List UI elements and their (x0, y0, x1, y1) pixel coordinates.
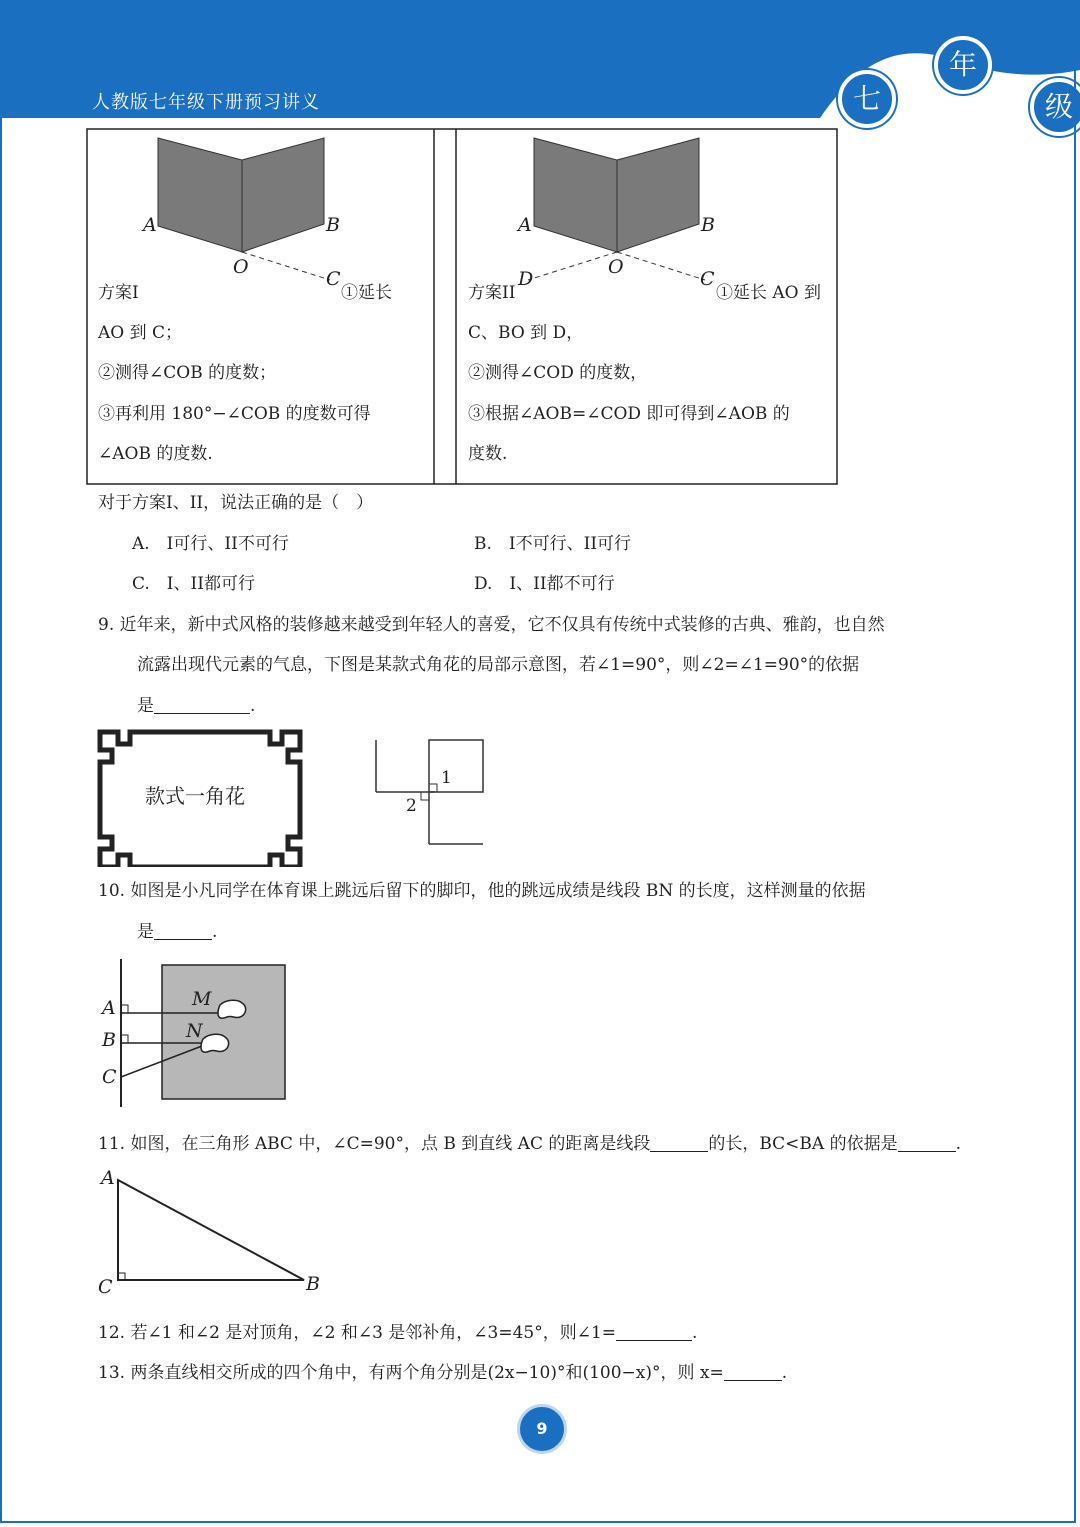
right-scheme-title: 方案II (468, 283, 516, 303)
grade-char-year: 年 (934, 36, 992, 94)
right-label-a: A (518, 214, 532, 236)
q9-frame-label: 款式一角花 (145, 784, 245, 808)
right-step1-cont: C、BO 到 D， (468, 323, 584, 343)
q12-line: 12. 若∠1 和∠2 是对顶角，∠2 和∠3 是邻补角，∠3=45°，则∠1= . (98, 1323, 698, 1343)
left-scheme-title: 方案I (98, 283, 139, 303)
q10-label-a: A (102, 997, 116, 1019)
q9-angle1-label: 1 (441, 768, 452, 788)
left-step3: ③再利用 180°−∠COB 的度数可得 (98, 404, 371, 424)
right-label-o: O (608, 256, 624, 278)
q8-option-a: A. I可行、II不可行 (132, 534, 289, 554)
right-label-d: D (518, 268, 534, 290)
q11-label-a: A (101, 1167, 115, 1189)
left-label-c: C (326, 268, 341, 290)
header-title: 人教版七年级下册预习讲义 (92, 92, 320, 113)
q10-label-m: M (192, 988, 212, 1010)
q10-line1: 10. 如图是小凡同学在体育课上跳远后留下的脚印，他的跳远成绩是线段 BN 的长度，这样测量的依据 (98, 881, 866, 901)
q11-triangle (90, 1170, 330, 1295)
q8-option-d: D. I、II都不可行 (474, 574, 615, 594)
q10-label-c: C (102, 1066, 117, 1088)
q11-label-c: C (98, 1276, 113, 1298)
q9-line1: 9. 近年来，新中式风格的装修越来越受到年轻人的喜爱，它不仅具有传统中式装修的古典、雅韵，也自然 (98, 615, 885, 635)
q9-line3: 是 . (137, 696, 256, 716)
left-book-left-page (158, 138, 242, 252)
grade-char-seven: 七 (838, 70, 896, 128)
q10-label-b: B (102, 1029, 116, 1051)
left-step2: ②测得∠COB 的度数； (98, 363, 277, 383)
q8-option-b: B. I不可行、II可行 (474, 534, 632, 554)
left-book-right-page (242, 138, 324, 252)
right-step3: ③根据∠AOB=∠COD 即可得到∠AOB 的 (468, 404, 790, 424)
right-step3-cont: 度数. (468, 444, 508, 464)
grade-char-level: 级 (1030, 78, 1080, 136)
q10-line2: 是 . (137, 922, 218, 942)
left-step1: ①延长 (341, 283, 392, 303)
left-label-b: B (326, 214, 340, 236)
q9-line2: 流露出现代元素的气息，下图是某款式角花的局部示意图，若∠1=90°，则∠2=∠1=90°的依据 (137, 655, 860, 675)
left-step3-cont: ∠AOB 的度数. (98, 444, 213, 464)
q11-label-b: B (306, 1273, 320, 1295)
q10-label-n: N (186, 1020, 203, 1042)
right-book-right-page (617, 138, 699, 252)
left-step1-cont: AO 到 C； (98, 323, 183, 343)
right-step1: ①延长 AO 到 (716, 283, 822, 303)
q11-line: 11. 如图，在三角形 ABC 中，∠C=90°，点 B 到直线 AC 的距离是线段 的长，BC<BA 的依据是 . (98, 1134, 961, 1154)
right-label-b: B (701, 214, 715, 236)
right-label-c: C (700, 268, 715, 290)
right-step2: ②测得∠COD 的度数， (468, 363, 648, 383)
q9-angle2-label: 2 (406, 796, 417, 816)
q8-option-c: C. I、II都可行 (132, 574, 255, 594)
right-book-left-page (534, 138, 617, 252)
page-number: 9 (517, 1404, 567, 1454)
left-label-o: O (233, 256, 249, 278)
scheme-box-figure (0, 0, 1080, 500)
left-label-a: A (143, 214, 157, 236)
q13-line: 13. 两条直线相交所成的四个角中，有两个角分别是(2x−10)°和(100−x)°，则 x= . (98, 1363, 788, 1383)
q8-stem: 对于方案I、II，说法正确的是（ ） (98, 493, 374, 513)
